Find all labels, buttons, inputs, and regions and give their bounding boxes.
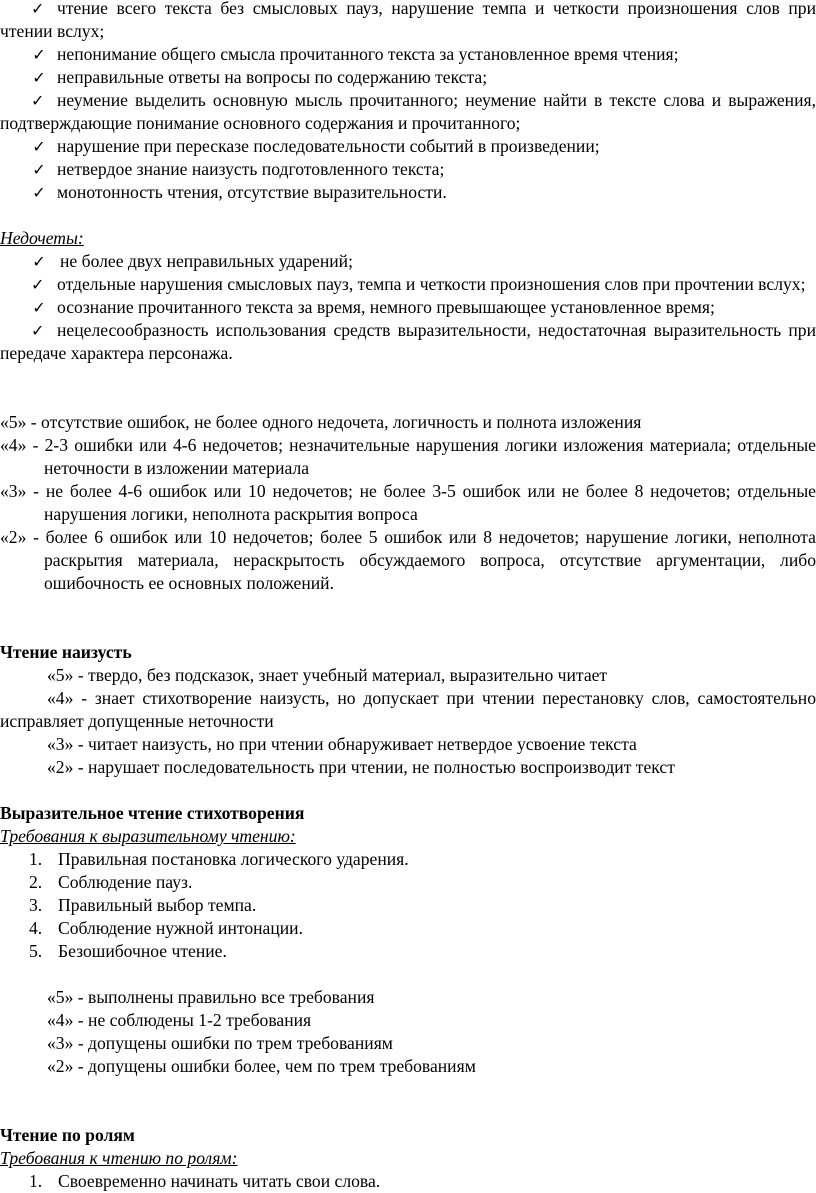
section-heading: Чтение по ролям	[0, 1125, 135, 1145]
list-item: ✓ осознание прочитанного текста за время, немного превышающее установленное время;	[32, 297, 715, 317]
checkmark-icon: ✓	[31, 321, 45, 340]
list-item: ✓ не более двух неправильных ударений;	[32, 251, 353, 271]
shortcomings-title: Недочеты:	[0, 228, 84, 248]
grade-item: «5» - отсутствие ошибок, не более одного недочета, логичность и полнота изложения	[0, 412, 642, 432]
checkmark-icon: ✓	[31, 275, 45, 294]
list-item: ✓ нецелесообразность использования средств выразительности, недостаточная выразительность при передаче характера персонажа.	[0, 320, 816, 363]
grade-item: «2» - более 6 ошибок или 10 недочетов; более 5 ошибок или 8 недочетов; нарушение логики, неполнота раскрытия материала, нераскрытость обсуждаемого вопроса, отсутствие аргументации, либо ошибочность ее основных положений.	[0, 527, 816, 593]
section-subtitle-row	[0, 1147, 816, 1170]
grade-item: «4» - не соблюдены 1-2 требования	[47, 1010, 312, 1030]
requirements-list	[0, 848, 816, 963]
list-item: 5. Безошибочное чтение.	[29, 941, 227, 961]
grade-item: «3» - не более 4-6 ошибок или 10 недочетов; не более 3-5 ошибок или не более 8 недочетов; отдельные нарушения логики, неполнота раскрытия вопроса	[0, 481, 816, 524]
list-item: 2. Соблюдение пауз.	[29, 872, 193, 892]
list-item: 1. Правильная постановка логического ударения.	[29, 849, 409, 869]
grade-item: «5» - выполнены правильно все требования	[47, 987, 375, 1007]
list-item: ✓ неправильные ответы на вопросы по содержанию текста;	[32, 67, 488, 87]
checkmark-icon: ✓	[32, 137, 46, 156]
list-item: ✓ нарушение при пересказе последовательности событий в произведении;	[32, 136, 600, 156]
grade-item: «2» - допущены ошибки более, чем по трем требованиям	[47, 1056, 476, 1076]
errors-list	[0, 0, 816, 204]
by-heart-section	[0, 641, 816, 779]
checkmark-icon: ✓	[32, 160, 46, 179]
grade-item: «5» - твердо, без подсказок, знает учебный материал, выразительно читает	[47, 665, 608, 685]
section-heading: Выразительное чтение стихотворения	[0, 803, 305, 823]
shortcomings-section	[0, 227, 816, 365]
section-subtitle-row	[0, 825, 816, 848]
checkmark-icon: ✓	[32, 252, 46, 271]
section-subtitle: Требования к чтению по ролям:	[0, 1148, 238, 1168]
checkmark-icon: ✓	[31, 0, 45, 18]
list-item: ✓ монотонность чтения, отсутствие выразительности.	[32, 182, 447, 202]
list-item: ✓ неумение выделить основную мысль прочитанного; неумение найти в тексте слова и выражения, подтверждающие понимание основного содержания и прочитанного;	[0, 90, 816, 133]
grade-item: «2» - нарушает последовательность при чтении, не полностью воспроизводит текст	[47, 757, 675, 777]
grade-item: «3» - читает наизусть, но при чтении обнаруживает нетвердое усвоение текста	[47, 734, 637, 754]
grade-item: «3» - допущены ошибки по трем требованиям	[47, 1033, 393, 1053]
list-item: 3. Правильный выбор темпа.	[29, 895, 257, 915]
list-item: ✓ нетвердое знание наизусть подготовленного текста;	[32, 159, 445, 179]
roles-section	[0, 1124, 816, 1193]
checkmark-icon: ✓	[32, 183, 46, 202]
section-subtitle: Требования к выразительному чтению:	[0, 826, 296, 846]
checkmark-icon: ✓	[32, 298, 46, 317]
checkmark-icon: ✓	[32, 45, 46, 64]
list-item: 4. Соблюдение нужной интонации.	[29, 918, 303, 938]
checkmark-icon: ✓	[32, 68, 46, 87]
expressive-section	[0, 802, 816, 1078]
checkmark-icon: ✓	[31, 91, 45, 110]
list-item: ✓ чтение всего текста без смысловых пауз, нарушение темпа и четкости произношения слов при чтении вслух;	[0, 0, 816, 43]
section-heading: Чтение наизусть	[0, 642, 132, 662]
grade-item: «4» - 2-3 ошибки или 4-6 недочетов; незначительные нарушения логики изложения материала; отдельные неточности в изложении материала	[0, 435, 816, 478]
requirements-list	[0, 1170, 816, 1193]
list-item: 1. Своевременно начинать читать свои слова.	[29, 1171, 381, 1191]
list-item: ✓ непонимание общего смысла прочитанного текста за установленное время чтения;	[32, 44, 679, 64]
list-item: ✓ отдельные нарушения смысловых пауз, темпа и четкости произношения слов при прочтении вслух;	[31, 274, 806, 294]
retelling-grades	[0, 411, 816, 595]
grade-item: «4» - знает стихотворение наизусть, но допускает при чтении перестановку слов, самостоятельно исправляет допущенные неточности	[0, 688, 816, 731]
